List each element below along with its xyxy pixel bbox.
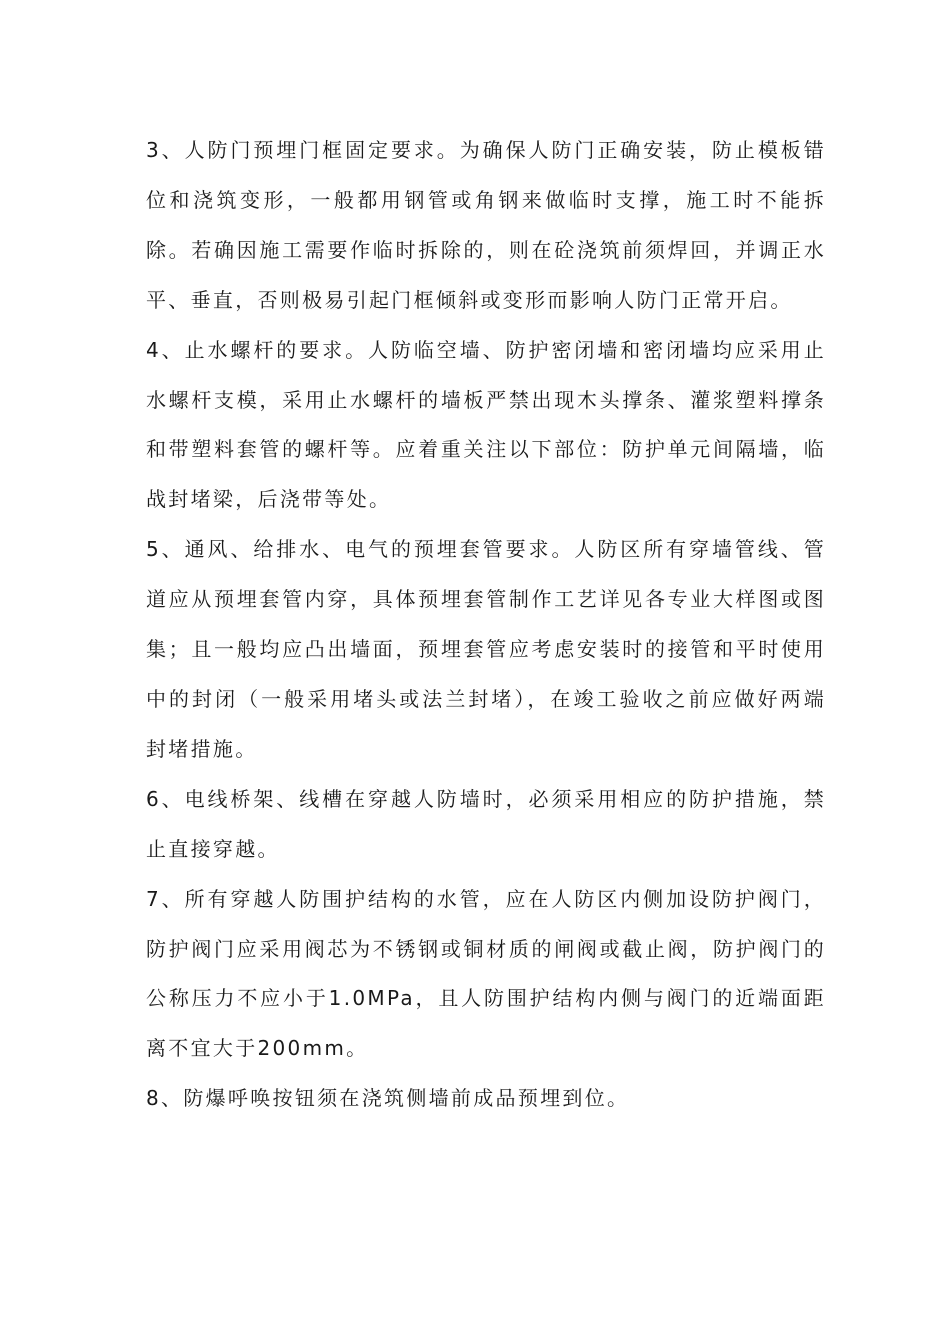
paragraph-item-3: 3、人防门预埋门框固定要求。为确保人防门正确安装，防止模板错位和浇筑变形，一般都用钢管或角钢来做临时支撑，施工时不能拆除。若确因施工需要作临时拆除的，则在砼浇筑前须焊回，并调正水平、垂直，否则极易引起门框倾斜或变形而影响人防门正常开启。 (146, 138, 826, 312)
paragraph-item-8: 8、防爆呼唤按钮须在浇筑侧墙前成品预埋到位。 (146, 1086, 630, 1111)
paragraph-item-6: 6、电线桥架、线槽在穿越人防墙时，必须采用相应的防护措施，禁止直接穿越。 (146, 786, 826, 861)
paragraph-item-4: 4、止水螺杆的要求。人防临空墙、防护密闭墙和密闭墙均应采用止水螺杆支模，采用止水螺杆的墙板严禁出现木头撑条、灌浆塑料撑条和带塑料套管的螺杆等。应着重关注以下部位：防护单元间隔墙，临战封堵梁，后浇带等处。 (146, 337, 826, 512)
paragraph-item-5: 5、通风、给排水、电气的预埋套管要求。人防区所有穿墙管线、管道应从预埋套管内穿，具体预埋套管制作工艺详见各专业大样图或图集；且一般均应凸出墙面，预埋套管应考虑安装时的接管和平时使用中的封闭（一般采用堵头或法兰封堵），在竣工验收之前应做好两端封堵措施。 (146, 537, 826, 761)
paragraph-item-7: 7、所有穿越人防围护结构的水管，应在人防区内侧加设防护阀门，防护阀门应采用阀芯为不锈钢或铜材质的闸阀或截止阀，防护阀门的公称压力不应小于1.0MPa，且人防围护结构内侧与阀门的近端面距离不宜大于200mm。 (146, 886, 826, 1061)
document-body (146, 126, 826, 1124)
